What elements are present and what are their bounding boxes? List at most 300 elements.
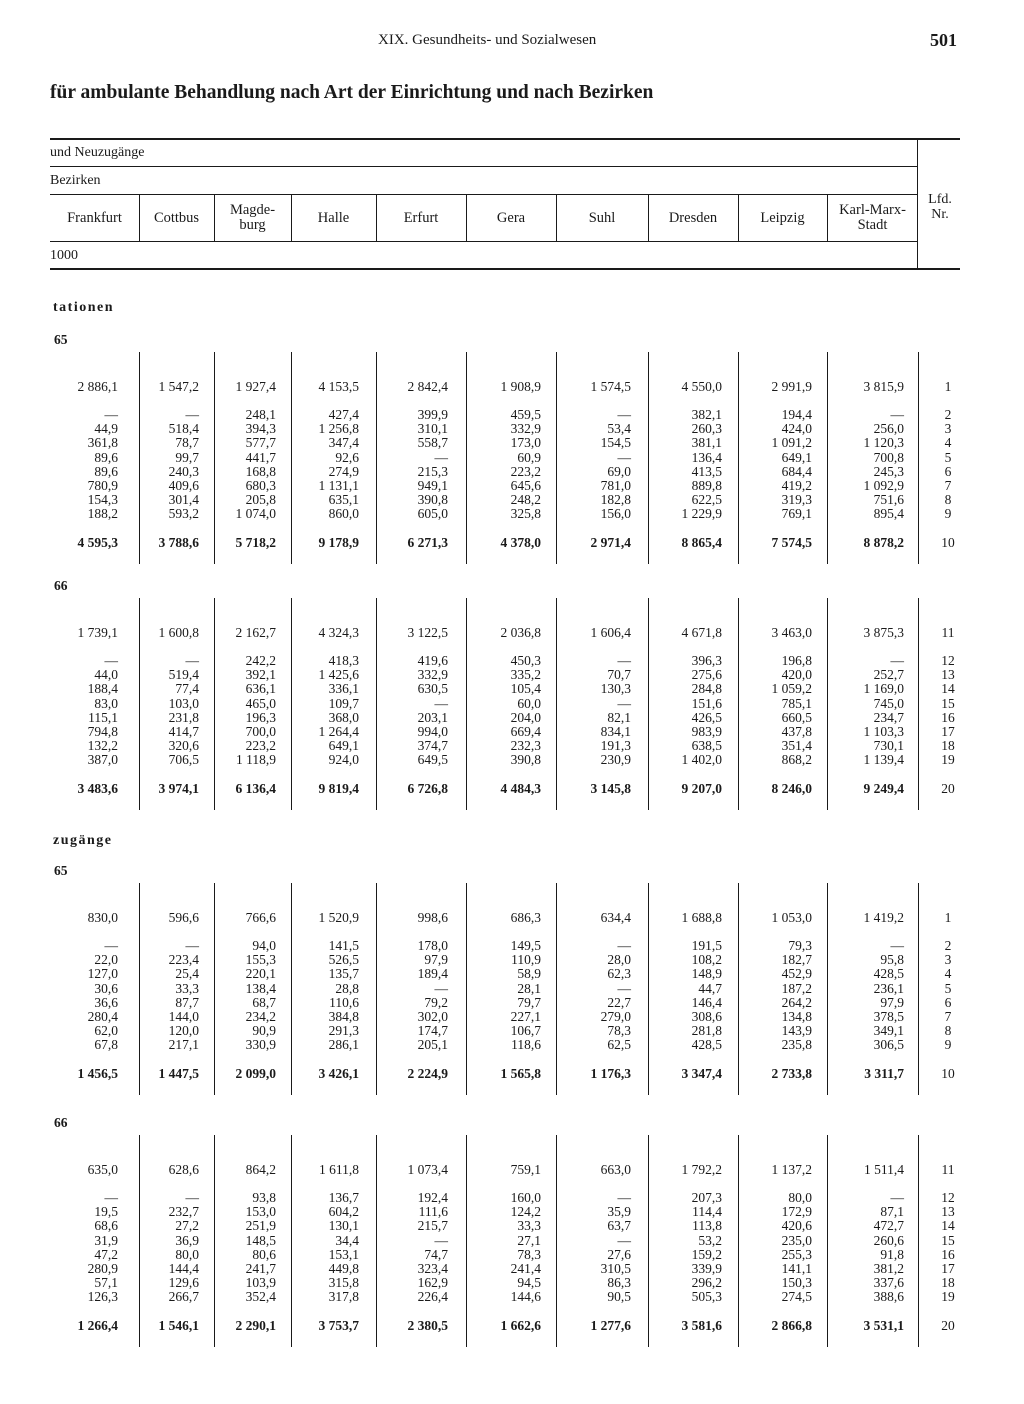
table-cell: 3 753,7 xyxy=(318,1317,359,1333)
table-cell: 3 788,6 xyxy=(158,534,199,550)
table-cell: 7 574,5 xyxy=(771,534,812,550)
table-cell: 426,5 xyxy=(691,709,722,725)
header-unit: 1000 xyxy=(50,248,78,263)
table-cell: 33,3 xyxy=(517,1218,541,1234)
table-cell: 240,3 xyxy=(168,463,199,479)
table-cell: 260,3 xyxy=(691,421,722,437)
table-cell: 519,4 xyxy=(168,667,199,683)
table-cell: — xyxy=(890,1190,904,1205)
table-cell: 1 264,4 xyxy=(318,724,359,739)
row-number: 6 xyxy=(944,463,952,479)
table-cell: 144,4 xyxy=(168,1261,199,1276)
column-divider xyxy=(918,352,919,564)
row-number: 16 xyxy=(941,1246,955,1262)
table-cell: 6 271,3 xyxy=(407,534,448,550)
column-divider xyxy=(918,598,919,810)
table-cell: 231,8 xyxy=(168,709,199,725)
row-number: 1 xyxy=(944,379,952,394)
table-cell: 428,5 xyxy=(873,966,904,982)
table-cell: 232,3 xyxy=(510,738,541,754)
row-number: 10 xyxy=(941,534,955,550)
table-cell: 577,7 xyxy=(245,435,276,451)
table-cell: 226,4 xyxy=(417,1289,448,1305)
table-cell: 1 606,4 xyxy=(590,625,631,640)
table-cell: 392,1 xyxy=(245,667,276,683)
table-cell: 834,1 xyxy=(600,724,631,739)
table-cell: 279,0 xyxy=(600,1009,631,1024)
table-cell: 138,4 xyxy=(245,980,276,996)
row-number: 5 xyxy=(944,980,952,996)
row-number: 9 xyxy=(944,506,952,522)
table-cell: 337,6 xyxy=(873,1275,904,1291)
table-cell: 27,6 xyxy=(607,1246,631,1262)
table-cell: 168,8 xyxy=(245,463,276,479)
table-cell: 413,5 xyxy=(691,463,722,479)
table-cell: 153,1 xyxy=(328,1246,359,1262)
table-cell: 153,0 xyxy=(245,1204,276,1220)
table-cell: 3 311,7 xyxy=(864,1065,904,1081)
table-cell: 251,9 xyxy=(245,1218,276,1234)
table-cell: 78,3 xyxy=(607,1023,631,1039)
table-cell: 1 547,2 xyxy=(158,379,199,394)
table-cell: 368,0 xyxy=(328,709,359,725)
table-cell: 44,7 xyxy=(698,980,722,996)
table-cell: 1 118,9 xyxy=(236,752,276,768)
table-cell: 419,2 xyxy=(781,478,812,493)
table-cell: 382,1 xyxy=(691,407,722,422)
table-cell: 274,9 xyxy=(328,463,359,479)
table-cell: 130,3 xyxy=(600,681,631,697)
table-cell: 154,5 xyxy=(600,435,631,451)
table-cell: 135,7 xyxy=(328,966,359,982)
table-cell: 103,9 xyxy=(245,1275,276,1291)
table-cell: 301,4 xyxy=(168,492,199,508)
table-cell: 36,9 xyxy=(175,1232,199,1248)
table-cell: 794,8 xyxy=(87,724,118,739)
table-cell: — xyxy=(890,407,904,422)
table-cell: 28,8 xyxy=(335,980,359,996)
table-cell: 115,1 xyxy=(88,709,118,725)
table-cell: 378,5 xyxy=(873,1009,904,1024)
table-cell: 68,6 xyxy=(94,1218,118,1234)
column-header-divider xyxy=(466,195,467,241)
column-divider xyxy=(918,1135,919,1347)
table-cell: 178,0 xyxy=(417,938,448,953)
table-cell: 63,7 xyxy=(607,1218,631,1234)
table-cell: 156,0 xyxy=(600,506,631,522)
table-cell: 1 447,5 xyxy=(158,1065,199,1081)
table-cell: 3 815,9 xyxy=(863,379,904,394)
table-cell: 92,6 xyxy=(335,449,359,465)
row-number: 15 xyxy=(941,695,955,711)
table-cell: 149,5 xyxy=(510,938,541,953)
table-cell: 280,4 xyxy=(87,1009,118,1024)
table-cell: — xyxy=(434,1232,448,1248)
row-number: 3 xyxy=(944,952,952,968)
table-cell: 310,5 xyxy=(600,1261,631,1276)
table-cell: 182,7 xyxy=(781,952,812,968)
column-header-divider xyxy=(827,195,828,241)
column-header-7: Dresden xyxy=(668,209,718,226)
table-cell: 895,4 xyxy=(873,506,904,522)
table-cell: 144,0 xyxy=(168,1009,199,1024)
table-cell: 593,2 xyxy=(168,506,199,522)
table-cell: 248,2 xyxy=(510,492,541,508)
table-cell: 390,8 xyxy=(510,752,541,768)
row-number: 3 xyxy=(944,421,952,437)
table-cell: 387,0 xyxy=(87,752,118,768)
table-cell: 339,9 xyxy=(691,1261,722,1276)
table-cell: — xyxy=(617,407,631,422)
table-cell: 349,1 xyxy=(873,1023,904,1039)
table-cell: 118,6 xyxy=(511,1037,541,1053)
row-number: 8 xyxy=(944,1023,952,1039)
table-cell: — xyxy=(617,695,631,711)
table-cell: 860,0 xyxy=(328,506,359,522)
table-cell: 785,1 xyxy=(781,695,812,711)
table-cell: 418,3 xyxy=(328,653,359,668)
table-cell: 248,1 xyxy=(245,407,276,422)
table-cell: 399,9 xyxy=(417,407,448,422)
row-number: 6 xyxy=(944,994,952,1010)
table-cell: 9 178,9 xyxy=(318,534,359,550)
table-cell: 396,3 xyxy=(691,653,722,668)
table-cell: 459,5 xyxy=(510,407,541,422)
row-number: 1 xyxy=(944,910,952,925)
table-cell: 1 419,2 xyxy=(863,910,904,925)
table-cell: 428,5 xyxy=(691,1037,722,1053)
table-cell: 769,1 xyxy=(781,506,812,522)
row-number: 18 xyxy=(941,738,955,754)
table-cell: 9 249,4 xyxy=(863,780,904,796)
row-number: 18 xyxy=(941,1275,955,1291)
table-cell: 1 456,5 xyxy=(77,1065,118,1081)
table-cell: 1 256,8 xyxy=(318,421,359,437)
table-cell: — xyxy=(185,1190,199,1205)
table-cell: 604,2 xyxy=(328,1204,359,1220)
table-cell: 335,2 xyxy=(510,667,541,683)
column-header-5: Gera xyxy=(496,209,526,226)
table-cell: 1 927,4 xyxy=(235,379,276,394)
table-cell: 8 878,2 xyxy=(863,534,904,550)
table-cell: 120,0 xyxy=(168,1023,199,1039)
table-cell: 505,3 xyxy=(691,1289,722,1305)
table-cell: 1 266,4 xyxy=(77,1317,118,1333)
table-cell: 1 059,2 xyxy=(771,681,812,697)
table-cell: 649,1 xyxy=(781,449,812,465)
row-number: 19 xyxy=(941,752,955,768)
header-rule-1 xyxy=(50,166,918,167)
table-cell: 162,9 xyxy=(417,1275,448,1291)
table-cell: 281,8 xyxy=(691,1023,722,1039)
table-cell: 154,3 xyxy=(87,492,118,508)
table-cell: 144,6 xyxy=(510,1289,541,1305)
table-cell: 130,1 xyxy=(328,1218,359,1234)
table-cell: 2 991,9 xyxy=(771,379,812,394)
table-cell: 103,0 xyxy=(168,695,199,711)
table-cell: 234,7 xyxy=(873,709,904,725)
table-cell: 87,7 xyxy=(175,994,199,1010)
table-cell: 315,8 xyxy=(328,1275,359,1291)
table-cell: 3 347,4 xyxy=(681,1065,722,1081)
table-cell: 136,7 xyxy=(328,1190,359,1205)
table-cell: 245,3 xyxy=(873,463,904,479)
table-cell: 6 136,4 xyxy=(235,780,276,796)
table-cell: 949,1 xyxy=(417,478,448,493)
table-cell: 751,6 xyxy=(873,492,904,508)
table-cell: — xyxy=(434,695,448,711)
table-cell: 264,2 xyxy=(781,994,812,1010)
table-cell: 35,9 xyxy=(607,1204,631,1220)
header-rule-bottom xyxy=(50,268,960,270)
table-cell: 256,0 xyxy=(873,421,904,437)
table-cell: 1 600,8 xyxy=(158,625,199,640)
row-number: 12 xyxy=(941,1190,955,1205)
table-cell: 62,0 xyxy=(94,1023,118,1039)
table-cell: 4 378,0 xyxy=(500,534,541,550)
table-cell: 868,2 xyxy=(781,752,812,768)
table-cell: 630,5 xyxy=(417,681,448,697)
table-cell: 80,6 xyxy=(252,1246,276,1262)
table-cell: 660,5 xyxy=(781,709,812,725)
table-cell: 8 246,0 xyxy=(771,780,812,796)
table-cell: 87,1 xyxy=(880,1204,904,1220)
table-cell: 2 099,0 xyxy=(235,1065,276,1081)
table-cell: 62,3 xyxy=(607,966,631,982)
table-cell: — xyxy=(617,449,631,465)
table-cell: 994,0 xyxy=(417,724,448,739)
header-bezirken: Bezirken xyxy=(50,173,101,188)
table-cell: 36,6 xyxy=(94,994,118,1010)
row-number: 4 xyxy=(944,435,952,451)
table-cell: 173,0 xyxy=(510,435,541,451)
table-cell: 31,9 xyxy=(94,1232,118,1248)
table-cell: 1 074,0 xyxy=(235,506,276,522)
table-cell: 280,9 xyxy=(87,1261,118,1276)
table-cell: 252,7 xyxy=(873,667,904,683)
table-cell: 3 426,1 xyxy=(318,1065,359,1081)
table-cell: 1 792,2 xyxy=(681,1162,722,1177)
table-cell: 2 224,9 xyxy=(407,1065,448,1081)
table-cell: — xyxy=(104,407,118,422)
row-number: 8 xyxy=(944,492,952,508)
table-cell: 255,3 xyxy=(781,1246,812,1262)
table-cell: 924,0 xyxy=(328,752,359,768)
table-cell: 53,2 xyxy=(698,1232,722,1248)
table-cell: 124,2 xyxy=(510,1204,541,1220)
table-cell: 2 162,7 xyxy=(235,625,276,640)
table-cell: 155,3 xyxy=(245,952,276,968)
year-label: 65 xyxy=(54,332,68,347)
table-cell: — xyxy=(104,938,118,953)
table-cell: 330,9 xyxy=(245,1037,276,1053)
table-cell: 518,4 xyxy=(168,421,199,437)
table-cell: 196,8 xyxy=(781,653,812,668)
table-cell: 441,7 xyxy=(245,449,276,465)
table-cell: 94,5 xyxy=(517,1275,541,1291)
table-cell: 1 565,8 xyxy=(500,1065,541,1081)
table-cell: 187,2 xyxy=(781,980,812,996)
table-cell: 320,6 xyxy=(168,738,199,754)
table-cell: 110,6 xyxy=(329,994,359,1010)
table-cell: 22,7 xyxy=(607,994,631,1010)
column-divider xyxy=(918,883,919,1095)
table-cell: 53,4 xyxy=(607,421,631,437)
column-header-1: Cottbus xyxy=(153,209,200,226)
table-cell: 99,7 xyxy=(175,449,199,465)
table-cell: 684,4 xyxy=(781,463,812,479)
table-cell: 97,9 xyxy=(424,952,448,968)
table-cell: 472,7 xyxy=(873,1218,904,1234)
column-header-2: Magde- burg xyxy=(229,202,276,233)
table-cell: 4 484,3 xyxy=(500,780,541,796)
table-cell: 427,4 xyxy=(328,407,359,422)
table-cell: 80,0 xyxy=(788,1190,812,1205)
running-head: XIX. Gesundheits- und Sozialwesen xyxy=(378,32,597,48)
table-cell: 44,0 xyxy=(94,667,118,683)
table-cell: 1 137,2 xyxy=(771,1162,812,1177)
table-cell: 1 229,9 xyxy=(681,506,722,522)
table-cell: — xyxy=(890,938,904,953)
table-cell: 68,7 xyxy=(252,994,276,1010)
table-cell: 3 875,3 xyxy=(863,625,904,640)
table-cell: 558,7 xyxy=(417,435,448,451)
column-header-divider xyxy=(738,195,739,241)
table-cell: 450,3 xyxy=(510,653,541,668)
table-cell: 306,5 xyxy=(873,1037,904,1053)
table-cell: 44,9 xyxy=(94,421,118,437)
table-cell: 110,9 xyxy=(511,952,541,968)
table-cell: 207,3 xyxy=(691,1190,722,1205)
column-header-9: Karl-Marx- Stadt xyxy=(839,202,906,233)
header-rule-2 xyxy=(50,194,918,195)
table-cell: 235,8 xyxy=(781,1037,812,1053)
table-cell: 220,1 xyxy=(245,966,276,982)
table-cell: 605,0 xyxy=(417,506,448,522)
table-cell: 526,5 xyxy=(328,952,359,968)
table-cell: 80,0 xyxy=(175,1246,199,1262)
table-cell: — xyxy=(104,1190,118,1205)
table-cell: 730,1 xyxy=(873,738,904,754)
table-cell: 700,8 xyxy=(873,449,904,465)
table-cell: 159,2 xyxy=(691,1246,722,1262)
table-cell: 1 688,8 xyxy=(681,910,722,925)
table-cell: 275,6 xyxy=(691,667,722,683)
table-cell: 33,3 xyxy=(175,980,199,996)
table-cell: 1 908,9 xyxy=(500,379,541,394)
table-cell: 148,9 xyxy=(691,966,722,982)
row-number: 11 xyxy=(941,1162,955,1177)
table-cell: 274,5 xyxy=(781,1289,812,1305)
table-cell: 79,7 xyxy=(517,994,541,1010)
table-cell: 889,8 xyxy=(691,478,722,493)
table-cell: 241,7 xyxy=(245,1261,276,1276)
table-cell: 215,7 xyxy=(417,1218,448,1234)
table-cell: 94,0 xyxy=(252,938,276,953)
table-cell: 4 595,3 xyxy=(77,534,118,550)
table-cell: 223,2 xyxy=(510,463,541,479)
table-cell: 230,9 xyxy=(600,752,631,768)
column-header-divider xyxy=(214,195,215,241)
table-cell: 69,0 xyxy=(607,463,631,479)
table-cell: 635,1 xyxy=(328,492,359,508)
table-cell: 361,8 xyxy=(87,435,118,451)
column-header-divider xyxy=(376,195,377,241)
table-cell: 2 971,4 xyxy=(590,534,631,550)
row-number: 14 xyxy=(941,1218,955,1234)
table-cell: 634,4 xyxy=(600,910,631,925)
table-cell: 151,6 xyxy=(691,695,722,711)
table-cell: 266,7 xyxy=(168,1289,199,1305)
table-cell: 286,1 xyxy=(328,1037,359,1053)
table-cell: 3 145,8 xyxy=(590,780,631,796)
row-number: 7 xyxy=(944,478,952,493)
table-cell: 2 036,8 xyxy=(500,625,541,640)
table-cell: 19,5 xyxy=(94,1204,118,1220)
table-cell: 126,3 xyxy=(87,1289,118,1305)
header-rule-3 xyxy=(50,241,918,242)
table-cell: 2 290,1 xyxy=(235,1317,276,1333)
table-cell: 2 866,8 xyxy=(771,1317,812,1333)
table-cell: 351,4 xyxy=(781,738,812,754)
table-cell: 236,1 xyxy=(873,980,904,996)
table-cell: 1 053,0 xyxy=(771,910,812,925)
table-cell: 78,3 xyxy=(517,1246,541,1262)
table-cell: 111,6 xyxy=(418,1204,448,1220)
table-cell: 998,6 xyxy=(417,910,448,925)
table-cell: 191,3 xyxy=(600,738,631,754)
table-cell: — xyxy=(890,653,904,668)
table-cell: 596,6 xyxy=(168,910,199,925)
table-cell: 28,1 xyxy=(517,980,541,996)
table-cell: 260,6 xyxy=(873,1232,904,1248)
table-cell: 9 819,4 xyxy=(318,780,359,796)
table-cell: 291,3 xyxy=(328,1023,359,1039)
table-cell: 174,7 xyxy=(417,1023,448,1039)
row-number: 5 xyxy=(944,449,952,465)
table-cell: 864,2 xyxy=(245,1162,276,1177)
table-cell: 1 073,4 xyxy=(407,1162,448,1177)
row-number: 13 xyxy=(941,667,955,683)
table-cell: 3 483,6 xyxy=(77,780,118,796)
table-cell: 336,1 xyxy=(328,681,359,697)
table-cell: 1 092,9 xyxy=(863,478,904,493)
column-header-4: Erfurt xyxy=(403,209,439,226)
table-cell: 217,1 xyxy=(168,1037,199,1053)
table-cell: 4 324,3 xyxy=(318,625,359,640)
table-cell: 242,2 xyxy=(245,653,276,668)
table-cell: 628,6 xyxy=(168,1162,199,1177)
table-cell: 686,3 xyxy=(510,910,541,925)
row-number: 19 xyxy=(941,1289,955,1305)
table-cell: 1 120,3 xyxy=(863,435,904,451)
table-cell: 635,0 xyxy=(87,1162,118,1177)
table-cell: 146,4 xyxy=(691,994,722,1010)
table-cell: 424,0 xyxy=(781,421,812,437)
table-cell: 649,5 xyxy=(417,752,448,768)
table-cell: 296,2 xyxy=(691,1275,722,1291)
header-lfd-nr: Lfd. Nr. xyxy=(928,192,952,222)
table-cell: 669,4 xyxy=(510,724,541,739)
table-cell: — xyxy=(185,407,199,422)
row-number: 12 xyxy=(941,653,955,668)
column-header-divider xyxy=(291,195,292,241)
table-cell: 437,8 xyxy=(781,724,812,739)
row-number: 9 xyxy=(944,1037,952,1053)
table-cell: 1 574,5 xyxy=(590,379,631,394)
table-cell: 136,4 xyxy=(691,449,722,465)
table-cell: 420,6 xyxy=(781,1218,812,1234)
